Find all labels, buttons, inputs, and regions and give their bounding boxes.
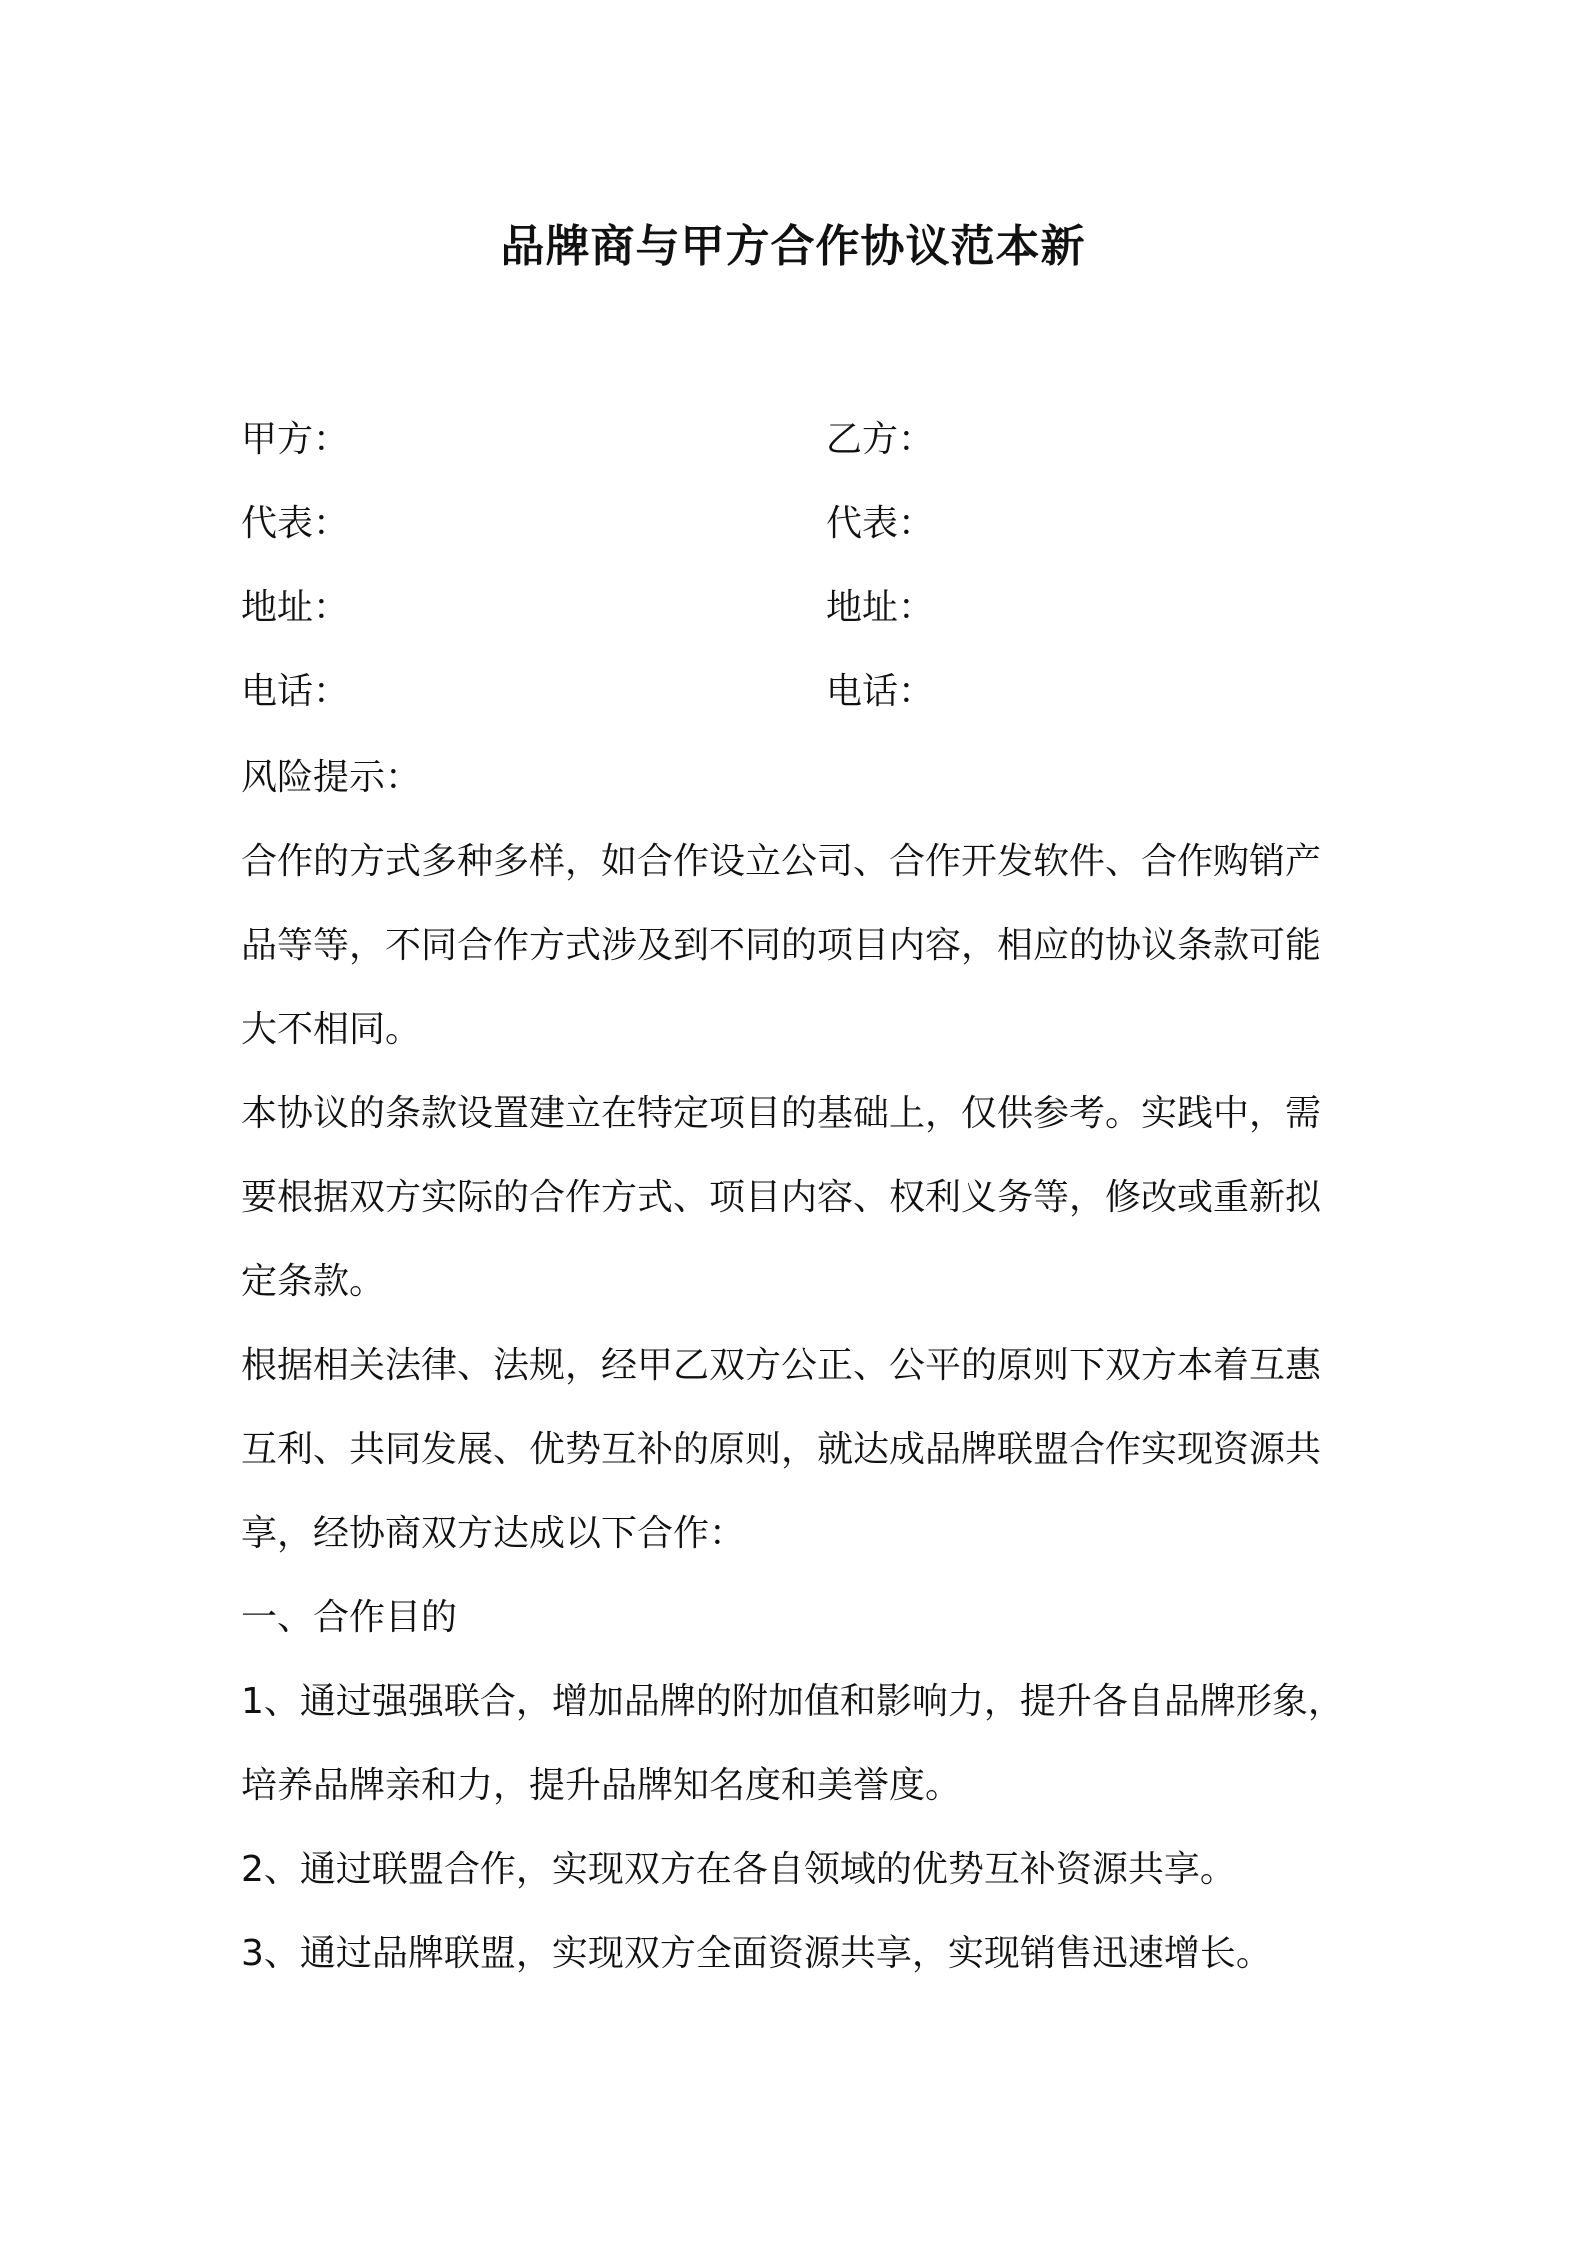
- party-row-address: [241, 566, 1361, 650]
- party-row-name: [241, 398, 1361, 482]
- party-a-representative-label: 代表：: [241, 503, 350, 544]
- text-line: 合作的方式多种多样，如合作设立公司、合作开发软件、合作购销产: [241, 841, 1322, 882]
- text-line: 根据相关法律、法规，经甲乙双方公正、公平的原则下双方本着互惠: [241, 1345, 1322, 1386]
- document-title: 品牌商与甲方合作协议范本新: [500, 221, 1086, 272]
- party-a-phone-label: 电话：: [241, 671, 350, 712]
- text-line: 互利、共同发展、优势互补的原则，就达成品牌联盟合作实现资源共: [241, 1429, 1322, 1470]
- party-b-representative-label: 代表：: [826, 503, 935, 544]
- list-item-line: 2、通过联盟合作，实现双方在各自领域的优势互补资源共享。: [241, 1849, 1236, 1890]
- party-row-representative: [241, 482, 1361, 566]
- party-b-label: 乙方：: [826, 419, 935, 460]
- party-b-address-label: 地址：: [826, 587, 935, 628]
- risk-heading: 风险提示：: [241, 757, 422, 798]
- party-a-address-label: 地址：: [241, 587, 350, 628]
- parties-block: [241, 398, 1361, 734]
- document-body: [241, 736, 1361, 1996]
- section-heading: 一、合作目的: [241, 1597, 458, 1638]
- text-line: 享，经协商双方达成以下合作：: [241, 1513, 746, 1554]
- text-line: 大不相同。: [241, 1009, 422, 1050]
- text-line: 品等等，不同合作方式涉及到不同的项目内容，相应的协议条款可能: [241, 925, 1322, 966]
- party-a-label: 甲方：: [241, 419, 350, 460]
- text-line: 要根据双方实际的合作方式、项目内容、权利义务等，修改或重新拟: [241, 1177, 1322, 1218]
- party-row-phone: [241, 650, 1361, 734]
- text-line: 定条款。: [241, 1261, 386, 1302]
- list-item-line: 3、通过品牌联盟，实现双方全面资源共享，实现销售迅速增长。: [241, 1933, 1272, 1974]
- text-line: 本协议的条款设置建立在特定项目的基础上，仅供参考。实践中，需: [241, 1093, 1322, 1134]
- party-b-phone-label: 电话：: [826, 671, 935, 712]
- list-item-line: 1、通过强强联合，增加品牌的附加值和影响力，提升各自品牌形象，: [241, 1681, 1344, 1722]
- list-item-line: 培养品牌亲和力，提升品牌知名度和美誉度。: [241, 1765, 962, 1806]
